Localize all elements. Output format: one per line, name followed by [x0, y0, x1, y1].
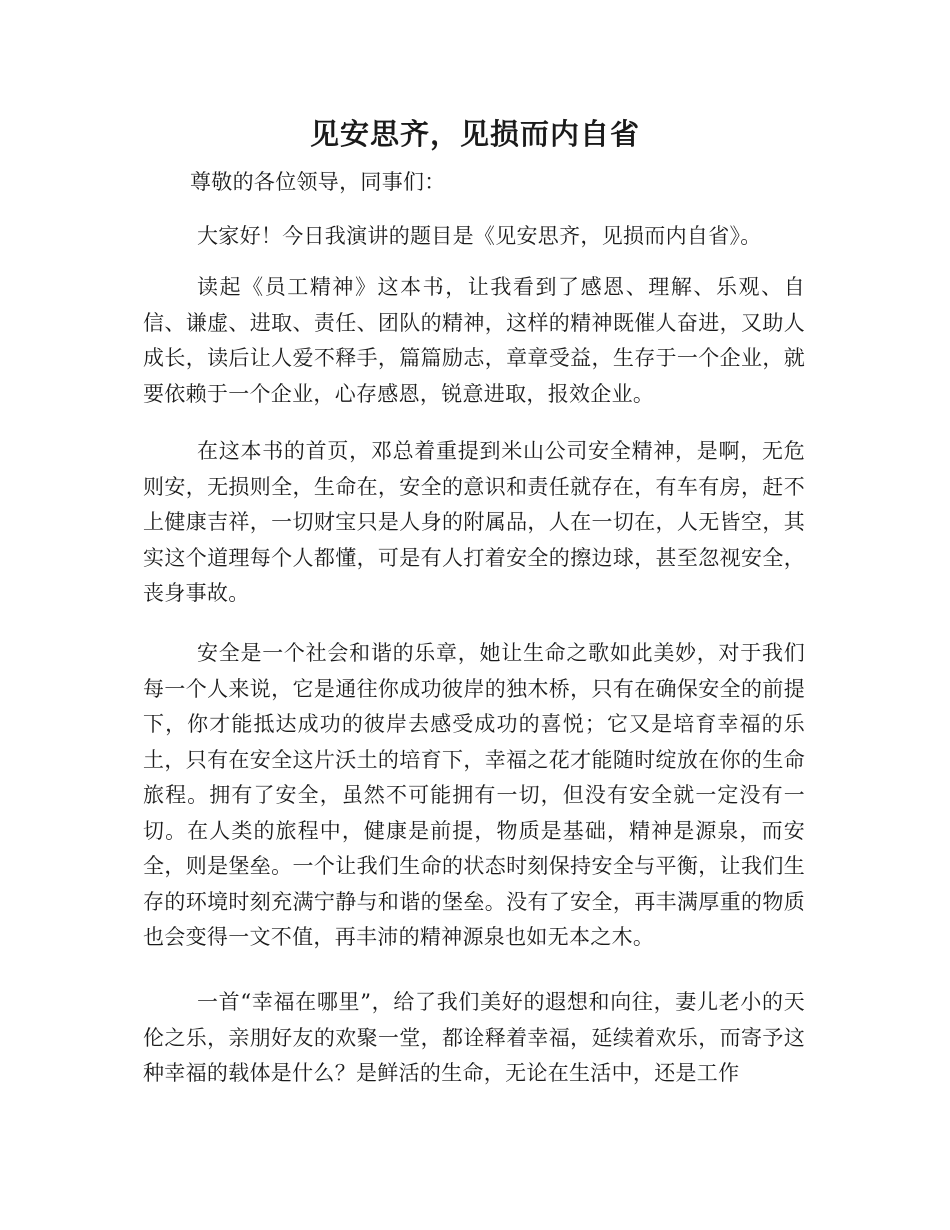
paragraph-book-intro: 读起《员工精神》这本书，让我看到了感恩、理解、乐观、自信、谦虚、进取、责任、团队的精神，这样的精神既催人奋进，又助人成长，读后让人爱不释手，篇篇励志，章章受益，生存于一个企业，就要依赖于一个企业，心存感恩，锐意进取，报效企业。	[143, 275, 805, 406]
paragraph-safety-harmony: 安全是一个社会和谐的乐章，她让生命之歌如此美妙，对于我们每一个人来说，它是通往你成功彼岸的独木桥，只有在确保安全的前提下，你才能抵达成功的彼岸去感受成功的喜悦；它又是培育幸福的乐土，只有在安全这片沃土的培育下，幸福之花才能随时绽放在你的生命旅程。拥有了安全，虽然不可能拥有一切，但没有安全就一定没有一切。在人类的旅程中，健康是前提，物质是基础，精神是源泉，而安全，则是堡垒。一个让我们生命的状态时刻保持安全与平衡，让我们生存的环境时刻充满宁静与和谐的堡垒。没有了安全，再丰满厚重的物质也会变得一文不值，再丰沛的精神源泉也如无本之木。	[143, 641, 805, 949]
paragraph-greeting: 大家好！今日我演讲的题目是《见安思齐，见损而内自省》。	[197, 224, 762, 248]
document-title: 见安思齐，见损而内自省	[309, 117, 640, 151]
paragraph-safety-spirit: 在这本书的首页，邓总着重提到米山公司安全精神，是啊，无危则安，无损则全，生命在，安全的意识和责任就存在，有车有房，赶不上健康吉祥，一切财宝只是人身的附属品，人在一切在，人无皆空，其实这个道理每个人都懂，可是有人打着安全的擦边球，甚至忽视安全，丧身事故。	[143, 439, 805, 605]
paragraph-happiness: 一首“幸福在哪里”，给了我们美好的遐想和向往，妻儿老小的天伦之乐，亲朋好友的欢聚一堂，都诠释着幸福，延续着欢乐，而寄予这种幸福的载体是什么？是鲜活的生命，无论在生活中，还是工作	[143, 990, 805, 1085]
salutation: 尊敬的各位领导，同事们：	[190, 170, 446, 194]
